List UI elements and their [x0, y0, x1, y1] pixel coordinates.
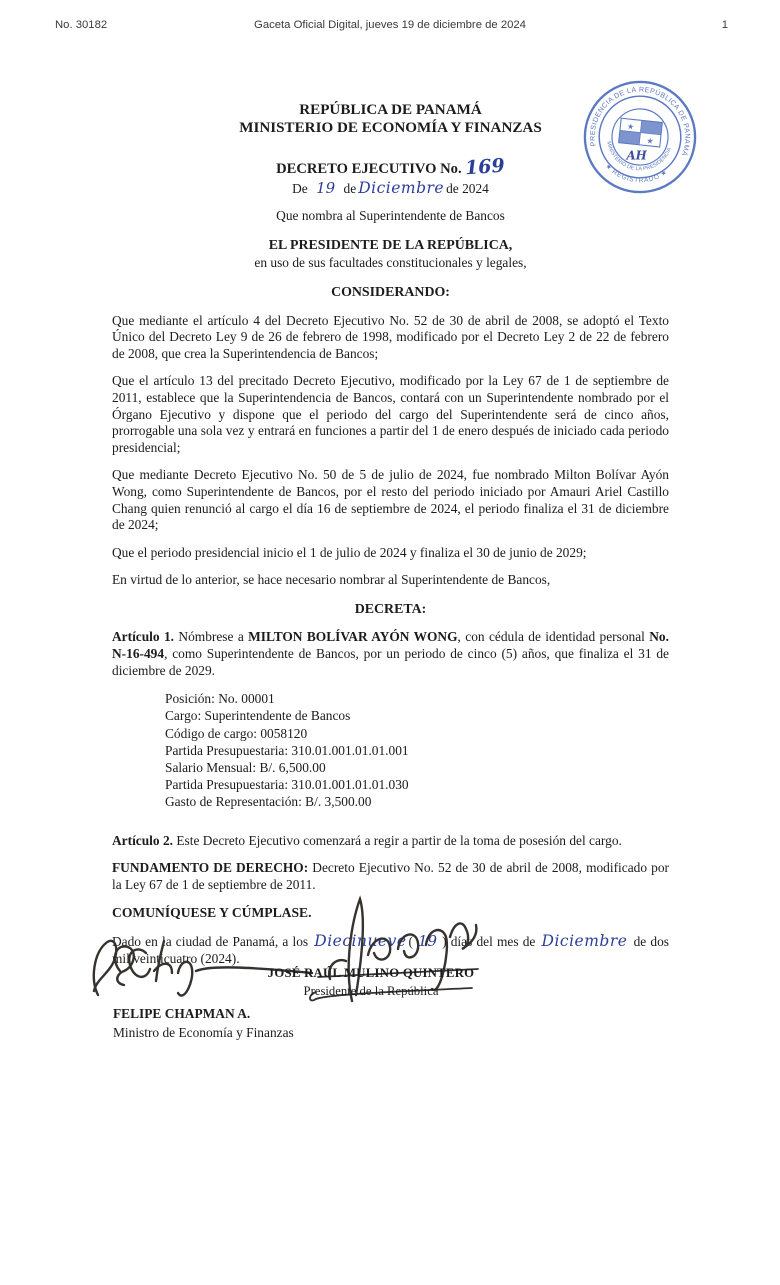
flag-star-bottom-right: ★ [645, 136, 654, 146]
comuniquese-line: COMUNÍQUESE Y CÚMPLASE. [112, 905, 312, 921]
date-de: de [343, 180, 357, 196]
articulo-1 [112, 629, 669, 679]
appointee-cedula: No. N-16-494 [112, 629, 669, 662]
page-number: 1 [721, 19, 728, 31]
date-year: de 2024 [446, 180, 489, 196]
articulo-2-label: Artículo 2. [112, 832, 173, 848]
articulo-1-text-c: , como Superintendente de Bancos, por un periodo de cinco (5) años, que finaliza el 31 de diciembre de 2029. [112, 646, 669, 678]
position-detail-item: Salario Mensual: B/. 6,500.00 [165, 760, 326, 776]
fundamento-text: Decreto Ejecutivo No. 52 de 30 de abril de 2008, modificado por la Ley 67 de 1 de septiembre de 2011. [112, 860, 669, 892]
considerando-paragraph-5: En virtud de lo anterior, se hace necesario nombrar al Superintendente de Bancos, [112, 572, 551, 588]
articulo-1-label: Artículo 1. [112, 629, 175, 645]
seal-inner-text: MINISTERIO DE LA PRESIDENCIA [605, 140, 673, 173]
decree-subject: Que nombra al Superintendente de Bancos [276, 208, 505, 224]
signatures-ink-layer [80, 893, 500, 1018]
dado-day-num-handwritten: 19 [418, 932, 438, 951]
decree-date-line [112, 180, 669, 198]
position-details-list [165, 690, 669, 810]
decreta-heading: DECRETA: [354, 601, 427, 617]
decree-body [112, 101, 669, 967]
president-signature-title: Presidente de la República [303, 984, 439, 998]
position-detail-item: Código de cargo: 0058120 [165, 725, 308, 741]
articulo-2-text: Este Decreto Ejecutivo comenzará a regir a partir de la toma de posesión del cargo. [173, 832, 622, 848]
president-signature-name: JOSÉ RAÚL MULINO QUINTERO [267, 966, 475, 980]
date-month-handwritten: Diciembre [358, 178, 445, 197]
minister-signature-name: FELIPE CHAPMAN A. [113, 1006, 251, 1021]
dado-text-b: ) días del mes de [442, 934, 540, 950]
fundamento-label: FUNDAMENTO DE DERECHO: [112, 860, 309, 876]
dado-text-a: Dado en la ciudad de Panamá, a los [112, 934, 313, 950]
articulo-1-text-b: , con cédula de identidad personal [457, 629, 650, 645]
dado-month-handwritten: Diciembre [541, 932, 628, 951]
appointee-name: MILTON BOLÍVAR AYÓN WONG [248, 629, 458, 645]
dado-text-c: de dos mil veinticuatro (2024). [112, 934, 669, 966]
fundamento-de-derecho [112, 860, 669, 893]
country-title: REPÚBLICA DE PANAMÁ [299, 102, 482, 118]
dado-paren-open: ( [408, 934, 413, 950]
considerando-paragraph-1: Que mediante el artículo 4 del Decreto Ejecutivo No. 52 de 30 de abril de 2008, se adoptó el Texto Único del Decreto Ley 9 de 26 de febrero de 1998, modificado por el Decreto Ley 2 de 22 de febrero de 2008, que crea la Superintendencia de Bancos; [112, 312, 669, 361]
decree-number-handwritten: 169 [464, 154, 506, 180]
considerando-heading: CONSIDERANDO: [331, 284, 450, 300]
articulo-1-text-a: Nómbrese a [174, 629, 249, 645]
position-detail-item: Gasto de Representación: B/. 3,500.00 [165, 794, 372, 810]
dado-day-word-handwritten: Diecinueve [314, 932, 407, 951]
position-detail-item: Cargo: Superintendente de Bancos [165, 708, 351, 724]
decree-label: DECRETO EJECUTIVO No. [276, 161, 462, 177]
position-detail-item: Partida Presupuestaria: 310.01.001.01.01.001 [165, 742, 409, 758]
articulo-2 [112, 833, 669, 850]
ministry-title: MINISTERIO DE ECONOMÍA Y FINANZAS [239, 120, 542, 136]
considerando-paragraph-2: Que el artículo 13 del precitado Decreto Ejecutivo, modificado por la Ley 67 de 1 de septiembre de 2011, establece que la Superintendencia de Bancos, contará con un Superintendente nombrado por el Órgano Ejecutivo y dispone que el periodo del cargo del Superintendente será de cinco años, prorrogable una sola vez y entrará en funciones a partir del 1 de enero después de iniciado cada periodo presidencial; [112, 373, 669, 455]
seal-outer-text: PRESIDENCIA DE LA REPÚBLICA DE PANAMÁ [588, 85, 692, 158]
seal-registrado-text: ★ REGISTRADO ★ [603, 162, 670, 185]
gazette-header [0, 19, 780, 35]
position-detail-item: Partida Presupuestaria: 310.01.001.01.01.030 [165, 777, 409, 793]
issuer-powers-line: en uso de sus facultades constitucionales y legales, [254, 255, 527, 271]
gazette-title: Gaceta Oficial Digital, jueves 19 de diciembre de 2024 [254, 19, 526, 31]
issuer-line: EL PRESIDENTE DE LA REPÚBLICA, [268, 237, 513, 253]
position-detail-item: Posición: No. 00001 [165, 691, 275, 707]
gazette-number: No. 30182 [55, 19, 108, 31]
considerando-paragraph-4: Que el periodo presidencial inicio el 1 de julio de 2024 y finaliza el 30 de junio de 2029; [112, 544, 587, 560]
flag-star-top-left: ★ [626, 121, 635, 132]
considerando-paragraph-3: Que mediante Decreto Ejecutivo No. 50 de 5 de julio de 2024, fue nombrado Milton Bolívar Ayón Wong, como Superintendente de Bancos, por el resto del periodo iniciado por Amauri Ariel Castillo Chang quien renunció al cargo el día 16 de septiembre de 2024, el periodo finaliza el 31 de diciembre de 2024; [112, 467, 669, 533]
minister-signature-title: Ministro de Economía y Finanzas [113, 1025, 294, 1040]
date-day-handwritten: 19 [316, 178, 336, 197]
date-prefix: De [292, 180, 308, 196]
seal-handwritten-initials: AH [626, 148, 647, 163]
